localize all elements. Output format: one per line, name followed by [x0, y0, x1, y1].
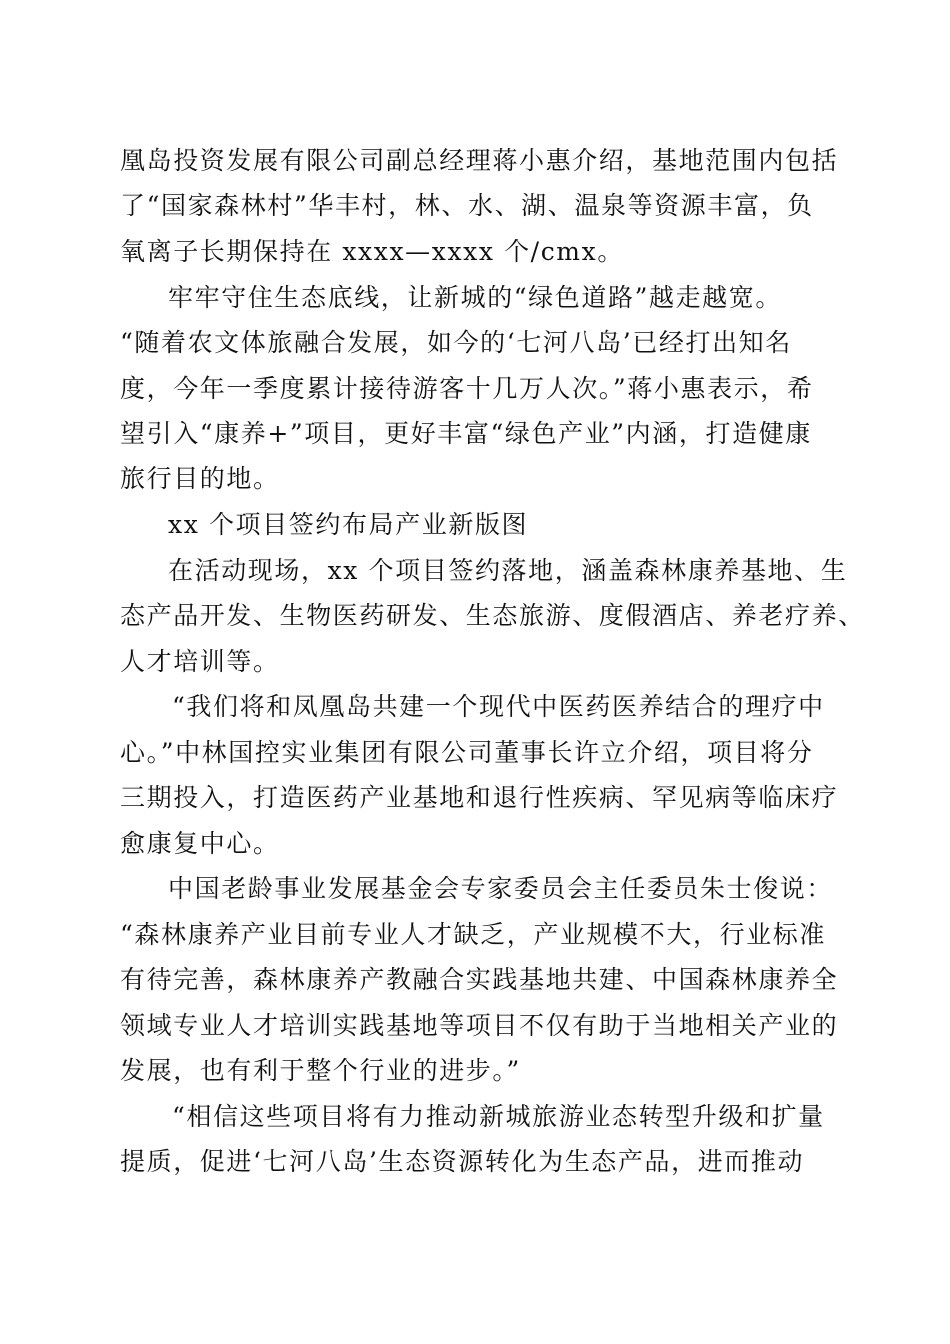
text-line: 心。”中林国控实业集团有限公司董事长许立介绍，项目将分: [120, 738, 814, 767]
text-line: 提质，促进‘七河八岛’生态资源转化为生态产品，进而推动: [120, 1147, 805, 1176]
text-line: “森林康养产业目前专业人才缺乏，产业规模不大，行业标准: [120, 920, 826, 949]
text-line: 愈康复中心。: [120, 829, 280, 858]
paragraph-start: 中国老龄事业发展基金会专家委员会主任委员朱士俊说：: [168, 874, 834, 903]
text-line: “随着农文体旅融合发展，如今的‘七河八岛’已经打出知名: [120, 328, 792, 357]
text-line: 领域专业人才培训实践基地等项目不仅有助于当地相关产业的: [120, 1011, 839, 1040]
text-line: 人才培训等。: [120, 647, 280, 676]
text-line: 望引入“康养+”项目，更好丰富“绿色产业”内涵，打造健康: [120, 419, 812, 448]
text-line: 三期投入，打造医药产业基地和退行性疾病、罕见病等临床疗: [120, 783, 839, 812]
text-line: 态产品开发、生物医药研发、生态旅游、度假酒店、养老疗养、: [120, 601, 865, 630]
text-line: 旅行目的地。: [120, 464, 280, 493]
paragraph-start: 在活动现场，xx 个项目签约落地，涵盖森林康养基地、生: [168, 556, 848, 585]
text-line: 氧离子长期保持在 xxxx—xxxx 个/cmx。: [120, 237, 624, 266]
text-line: 凰岛投资发展有限公司副总经理蒋小惠介绍，基地范围内包括: [120, 146, 839, 175]
text-line: 度，今年一季度累计接待游客十几万人次。”蒋小惠表示，希: [120, 374, 814, 403]
section-heading: xx 个项目签约布局产业新版图: [168, 510, 529, 539]
paragraph-start: “我们将和凤凰岛共建一个现代中医药医养结合的理疗中: [172, 692, 825, 721]
paragraph-start: 牢牢守住生态底线，让新城的“绿色道路”越走越宽。: [168, 283, 782, 312]
paragraph-start: “相信这些项目将有力推动新城旅游业态转型升级和扩量: [172, 1102, 825, 1131]
text-line: 了“国家森林村”华丰村，林、水、湖、温泉等资源丰富，负: [120, 191, 814, 220]
text-line: 有待完善，森林康养产教融合实践基地共建、中国森林康养全: [120, 965, 839, 994]
text-line: 发展，也有利于整个行业的进步。”: [120, 1056, 521, 1085]
